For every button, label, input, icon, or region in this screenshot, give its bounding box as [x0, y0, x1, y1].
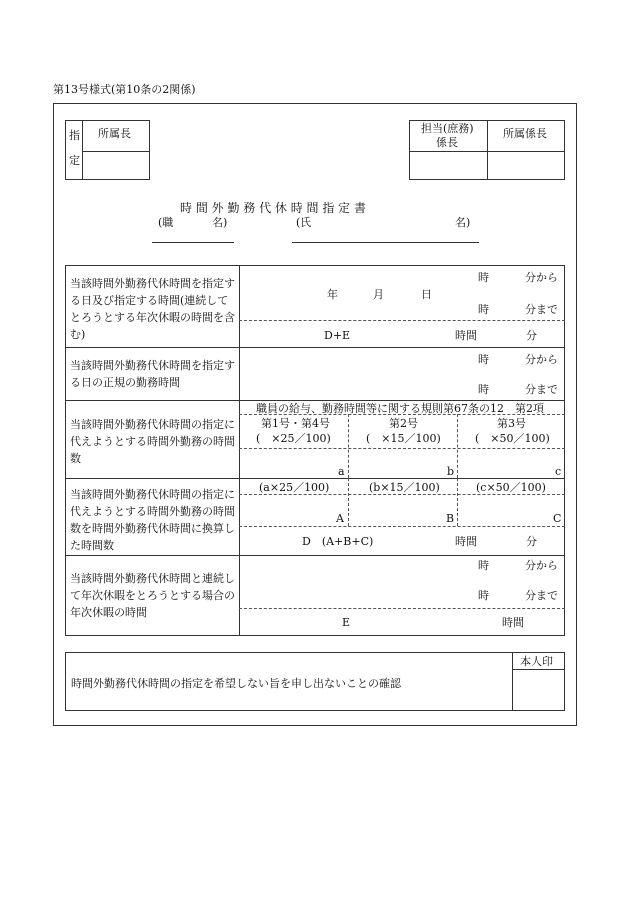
- row3-col2-title: 第2号: [389, 417, 418, 430]
- row1-from: 分から: [525, 271, 558, 284]
- row4-sum: D (A+B+C): [302, 535, 374, 548]
- row5-until: 分まで: [525, 589, 558, 602]
- post-label-close: 名): [212, 216, 228, 229]
- stamp-charge-line1: 担当(庶務): [421, 122, 474, 135]
- row4-A: A: [336, 512, 344, 525]
- row1-hours: 時間: [455, 329, 477, 342]
- name-label-close: 名): [455, 216, 471, 229]
- row5-from: 分から: [525, 559, 558, 572]
- row3-a: a: [338, 465, 345, 478]
- row5-hours: 時間: [502, 616, 524, 629]
- row2-hour-start: 時: [478, 353, 489, 366]
- row1-year: 年: [327, 288, 338, 301]
- row3-label: 当該時間外勤務代休時間の指定に代えようとする時間外勤務の時間数: [70, 418, 235, 465]
- row4-col2: (b×15／100): [369, 481, 440, 494]
- row1-d-plus-e: D+E: [324, 329, 351, 342]
- row5-hour-end: 時: [478, 589, 489, 602]
- row2-hour-end: 時: [478, 383, 489, 396]
- row1-hour-start: 時: [478, 271, 489, 284]
- row3-col3-rate: ( ×50／100): [475, 432, 550, 445]
- row1-hour-end: 時: [478, 303, 489, 316]
- stamp-section-chief: 所属係長: [503, 127, 547, 140]
- row3-c: c: [555, 465, 562, 478]
- row3-col3-title: 第3号: [497, 417, 526, 430]
- row3-col2-rate: ( ×15／100): [366, 432, 441, 445]
- name-label-open: (氏: [296, 216, 312, 229]
- seal-label: 本人印: [520, 655, 553, 668]
- row3-rule-header: 職員の給与、勤務時間等に関する規則第67条の12 第2項: [256, 402, 544, 415]
- row1-day: 日: [421, 288, 432, 301]
- stamp-vertical-label-1: 指: [69, 129, 80, 142]
- name-underline[interactable]: [292, 242, 479, 243]
- post-label-open: (職: [158, 216, 174, 229]
- row1-label: 当該時間外勤務代休時間を指定する日及び指定する時間(連続してとろうとする年次休暇の時間を含む): [70, 277, 235, 341]
- document-title: 時 間 外 勤 務 代 休 時 間 指 定 書: [180, 201, 366, 215]
- stamp-charge-line2: 係長: [436, 136, 458, 149]
- row2-until: 分まで: [525, 383, 558, 396]
- stamp-vertical-label-2: 定: [69, 154, 80, 167]
- row2-label: 当該時間外勤務代休時間を指定する日の正規の勤務時間: [70, 359, 235, 389]
- row3-col1-title: 第1号・第4号: [261, 417, 330, 430]
- row4-B: B: [446, 512, 455, 525]
- row4-C: C: [553, 512, 562, 525]
- row1-month: 月: [373, 288, 384, 301]
- row4-hours: 時間: [455, 535, 477, 548]
- row1-until: 分まで: [525, 303, 558, 316]
- row1-minutes: 分: [526, 329, 537, 342]
- row3-b: b: [447, 465, 455, 478]
- stamp-head-of-department: 所属長: [98, 127, 131, 140]
- row4-col3: (c×50／100): [476, 481, 546, 494]
- row5-hour-start: 時: [478, 559, 489, 572]
- row2-from: 分から: [525, 353, 558, 366]
- form-number: 第13号様式(第10条の2関係): [53, 83, 196, 96]
- row3-col1-rate: ( ×25／100): [256, 432, 331, 445]
- row5-label: 当該時間外勤務代休時間と連続して年次休暇をとろうとする場合の年次休暇の時間: [70, 572, 235, 619]
- row4-col1: (a×25／100): [259, 481, 330, 494]
- row4-label: 当該時間外勤務代休時間の指定に代えようとする時間外勤務の時間数を時間外勤務代休時間に換算した時間数: [70, 488, 235, 552]
- post-underline[interactable]: [152, 242, 234, 243]
- confirmation-text: 時間外勤務代休時間の指定を希望しない旨を申し出ないことの確認: [71, 677, 401, 690]
- row5-e: E: [342, 616, 351, 629]
- row4-minutes: 分: [526, 535, 537, 548]
